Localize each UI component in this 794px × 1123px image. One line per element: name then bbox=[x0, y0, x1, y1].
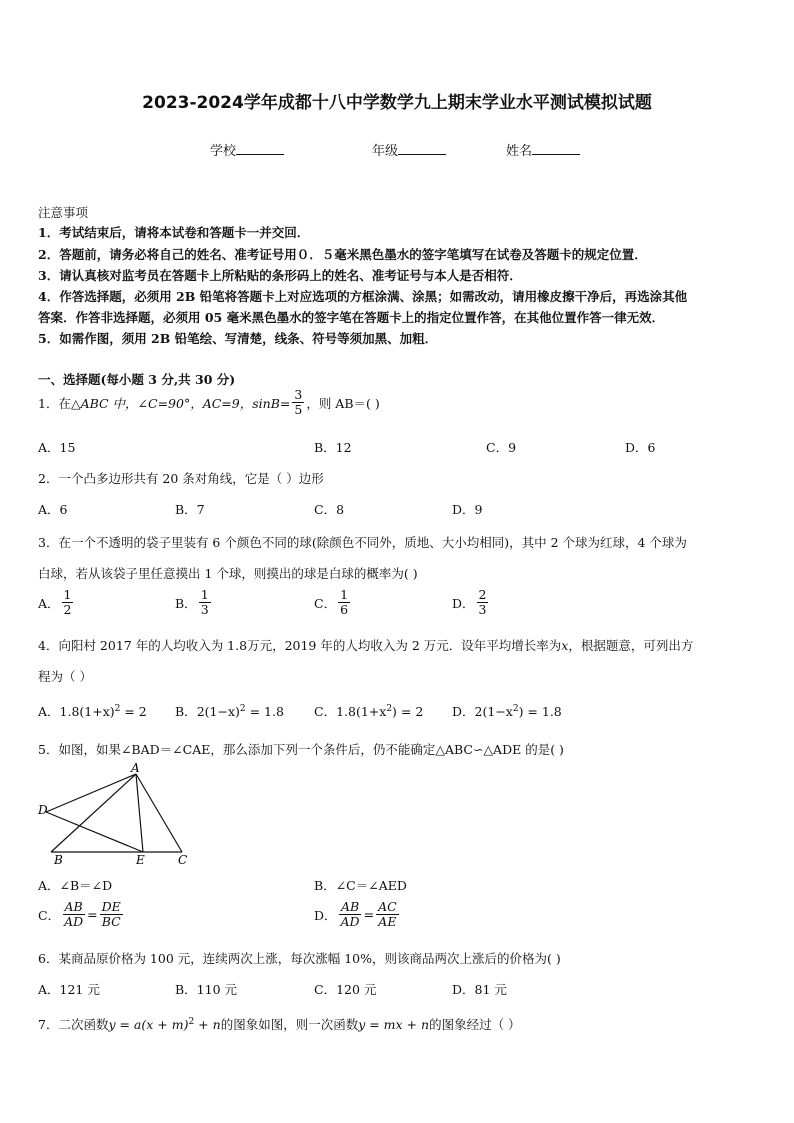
section-heading: 一、选择题(每小题 3 分,共 30 分) bbox=[38, 372, 236, 387]
q4-option-c bbox=[314, 702, 423, 720]
q3-d-den: 3 bbox=[478, 602, 487, 617]
q2-option-c: C．8 bbox=[314, 502, 345, 517]
q6-option-a: A．121 元 bbox=[38, 982, 100, 997]
q3-option-a-label: A． bbox=[38, 595, 60, 611]
q3-option-b-fraction bbox=[199, 588, 211, 617]
q3-a-den: 2 bbox=[63, 602, 72, 617]
q4-d-expr: 2(1−x bbox=[474, 704, 513, 719]
q5-c-n2: DE bbox=[101, 899, 121, 914]
q5-d-d1: AD bbox=[340, 914, 360, 929]
q5-d-label: D． bbox=[314, 907, 337, 923]
q5-d-n2: AC bbox=[378, 899, 397, 914]
q1-fraction bbox=[292, 388, 304, 417]
question-7 bbox=[38, 1015, 521, 1033]
q3-option-d bbox=[452, 588, 490, 617]
q4-option-d bbox=[452, 702, 562, 720]
vertex-b-label: B bbox=[54, 853, 63, 865]
q3-option-c-fraction bbox=[338, 588, 350, 617]
q5-c-frac-2 bbox=[100, 900, 123, 929]
vertex-e-label: E bbox=[136, 853, 145, 865]
q4-line1: 4．向阳村 2017 年的人均收入为 1.8万元，2019 年的人均收入为 2 万元．设年平均增长率为 bbox=[38, 638, 562, 653]
q4-b-label: B． bbox=[175, 704, 197, 719]
grade-label: 年级 bbox=[372, 144, 399, 159]
vertex-d-label: D bbox=[38, 803, 48, 817]
vertex-a-label: A bbox=[131, 761, 140, 775]
q5-d-equals: = bbox=[363, 907, 375, 922]
question-4-line-2: 程为（ ） bbox=[38, 669, 92, 684]
name-field bbox=[506, 140, 580, 159]
notice-item-2: 2．答题前，请务必将自己的姓名、准考证号用０．５毫米黑色墨水的签字笔填写在试卷及答题卡的规定位置． bbox=[38, 247, 647, 262]
q4-b-exp: 2 bbox=[239, 703, 246, 714]
q1-frac-num: 3 bbox=[294, 387, 303, 402]
q1-option-d: D．6 bbox=[625, 440, 656, 455]
q4-a-label: A． bbox=[38, 704, 60, 719]
q5-c-frac-1 bbox=[62, 900, 85, 929]
question-3-line-1: 3．在一个不透明的袋子里装有 6 个颜色不同的球(除颜色不同外，质地、大小均相同)，其中 2 个球为红球，4 个球为 bbox=[38, 535, 687, 550]
q2-option-b: B．7 bbox=[175, 502, 205, 517]
q3-option-a-fraction bbox=[62, 588, 74, 617]
q1-option-a: A．15 bbox=[38, 440, 76, 455]
q2-option-d: D．9 bbox=[452, 502, 483, 517]
q7-prefix: 7．二次函数 bbox=[38, 1017, 109, 1032]
q6-option-c: C．120 元 bbox=[314, 982, 377, 997]
q4-d-tail: ) = 1.8 bbox=[518, 704, 562, 719]
q4-option-a bbox=[38, 702, 147, 720]
q3-option-d-fraction bbox=[477, 588, 489, 617]
question-1 bbox=[38, 388, 380, 417]
q5-d-frac-1 bbox=[339, 900, 362, 929]
q6-option-d: D．81 元 bbox=[452, 982, 507, 997]
q3-option-c-label: C． bbox=[314, 595, 337, 611]
q4-line1-post: ，根据题意，可列出方 bbox=[568, 638, 694, 653]
q4-d-label: D． bbox=[452, 704, 475, 719]
q4-d-exp: 2 bbox=[512, 703, 519, 714]
q5-triangle-figure bbox=[30, 760, 200, 865]
vertex-c-label: C bbox=[178, 853, 188, 865]
q3-option-c bbox=[314, 588, 352, 617]
grade-field bbox=[372, 140, 446, 159]
q3-option-a bbox=[38, 588, 75, 617]
q1-frac-den: 5 bbox=[294, 402, 303, 417]
q1-option-b: B．12 bbox=[314, 440, 352, 455]
q1-suffix: ，则 AB＝( ) bbox=[306, 395, 380, 411]
q5-option-c bbox=[38, 900, 125, 929]
q4-c-expr: 1.8(1+x bbox=[336, 704, 387, 719]
q4-c-tail: ) = 2 bbox=[392, 704, 424, 719]
q7-suffix: 的图象经过（ ） bbox=[429, 1017, 521, 1032]
q5-option-a: A．∠B＝∠D bbox=[38, 878, 113, 893]
edge-ae bbox=[136, 774, 143, 852]
q4-option-b bbox=[175, 702, 284, 720]
q5-d-n1: AB bbox=[340, 899, 360, 914]
q1-prefix: 1．在 bbox=[38, 395, 71, 411]
q7-linear: y = mx + n bbox=[358, 1017, 430, 1032]
edge-ad bbox=[46, 774, 136, 812]
q5-c-d1: AD bbox=[64, 914, 84, 929]
q3-option-d-label: D． bbox=[452, 595, 475, 611]
q3-d-num: 2 bbox=[478, 587, 487, 602]
grade-blank bbox=[398, 143, 446, 155]
notice-item-5: 5．如需作图，须用 2B 铅笔绘、写清楚，线条、符号等须加黑、加粗． bbox=[38, 331, 438, 346]
q5-d-d2: AE bbox=[378, 914, 397, 929]
question-4-line-1 bbox=[38, 636, 693, 654]
q4-variable: x bbox=[561, 638, 569, 653]
q4-b-expr: 2(1−x) bbox=[196, 704, 240, 719]
question-6: 6．某商品原价格为 100 元，连续两次上涨，每次涨幅 10%，则该商品两次上涨后的价格为( ) bbox=[38, 951, 561, 966]
q3-c-den: 6 bbox=[340, 602, 349, 617]
q3-a-num: 1 bbox=[63, 587, 72, 602]
question-5: 5．如图，如果∠BAD＝∠CAE，那么添加下列一个条件后，仍不能确定△ABC∽△ADE 的是( ) bbox=[38, 742, 564, 757]
notice-item-4-cont: 答案．作答非选择题，必须用 05 毫米黑色墨水的签字笔在答题卡上的指定位置作答，在其他位置作答一律无效． bbox=[38, 310, 665, 325]
q5-d-frac-2 bbox=[376, 900, 399, 929]
q2-option-a: A．6 bbox=[38, 502, 68, 517]
edge-de bbox=[46, 812, 143, 852]
notice-item-1: 1．考试结束后，请将本试卷和答题卡一并交回． bbox=[38, 225, 310, 240]
q3-c-num: 1 bbox=[340, 587, 349, 602]
question-2: 2．一个凸多边形共有 20 条对角线，它是（ ）边形 bbox=[38, 471, 324, 486]
notice-heading: 注意事项 bbox=[38, 205, 89, 220]
q5-option-d bbox=[314, 900, 401, 929]
q4-b-tail: = 1.8 bbox=[245, 704, 284, 719]
name-blank bbox=[532, 143, 580, 155]
question-3-line-2: 白球，若从该袋子里任意摸出 1 个球，则摸出的球是白球的概率为( ) bbox=[38, 566, 418, 581]
q3-option-b bbox=[175, 588, 213, 617]
notice-item-4: 4．作答选择题，必须用 2B 铅笔将答题卡上对应选项的方框涂满、涂黑；如需改动，请用橡皮擦干净后，再选涂其他 bbox=[38, 289, 688, 304]
q7-middle: 的图象如图，则一次函数 bbox=[220, 1017, 359, 1032]
q3-b-num: 1 bbox=[200, 587, 209, 602]
school-blank bbox=[236, 143, 284, 155]
q4-c-label: C． bbox=[314, 704, 337, 719]
q4-a-tail: = 2 bbox=[120, 704, 147, 719]
edge-ac bbox=[136, 774, 182, 852]
edge-ab bbox=[51, 774, 136, 852]
page-title: 2023-2024学年成都十八中学数学九上期末学业水平测试模拟试题 bbox=[142, 93, 652, 113]
q5-c-d2: BC bbox=[101, 914, 121, 929]
q3-option-b-label: B． bbox=[175, 595, 197, 611]
q5-c-label: C． bbox=[38, 907, 61, 923]
q7-quadratic-exp: 2 bbox=[188, 1016, 195, 1027]
school-label: 学校 bbox=[210, 144, 237, 159]
name-label: 姓名 bbox=[506, 144, 533, 159]
q1-option-c: C．9 bbox=[486, 440, 517, 455]
school-field bbox=[210, 140, 284, 159]
q5-option-b: B．∠C＝∠AED bbox=[314, 878, 407, 893]
q4-a-exp: 2 bbox=[114, 703, 121, 714]
q1-condition: △ABC 中，∠C=90°，AC=9，sinB= bbox=[70, 395, 291, 411]
notice-item-3: 3．请认真核对监考员在答题卡上所粘贴的条形码上的姓名、准考证号与本人是否相符． bbox=[38, 268, 522, 283]
q6-option-b: B．110 元 bbox=[175, 982, 238, 997]
q7-quadratic-tail: + n bbox=[194, 1017, 221, 1032]
q3-b-den: 3 bbox=[200, 602, 209, 617]
q5-c-n1: AB bbox=[64, 899, 83, 914]
q5-c-equals: = bbox=[87, 907, 98, 922]
q4-c-exp: 2 bbox=[386, 703, 393, 714]
q7-quadratic: y = a(x + m) bbox=[108, 1017, 189, 1032]
q4-a-expr: 1.8(1+x) bbox=[59, 704, 115, 719]
